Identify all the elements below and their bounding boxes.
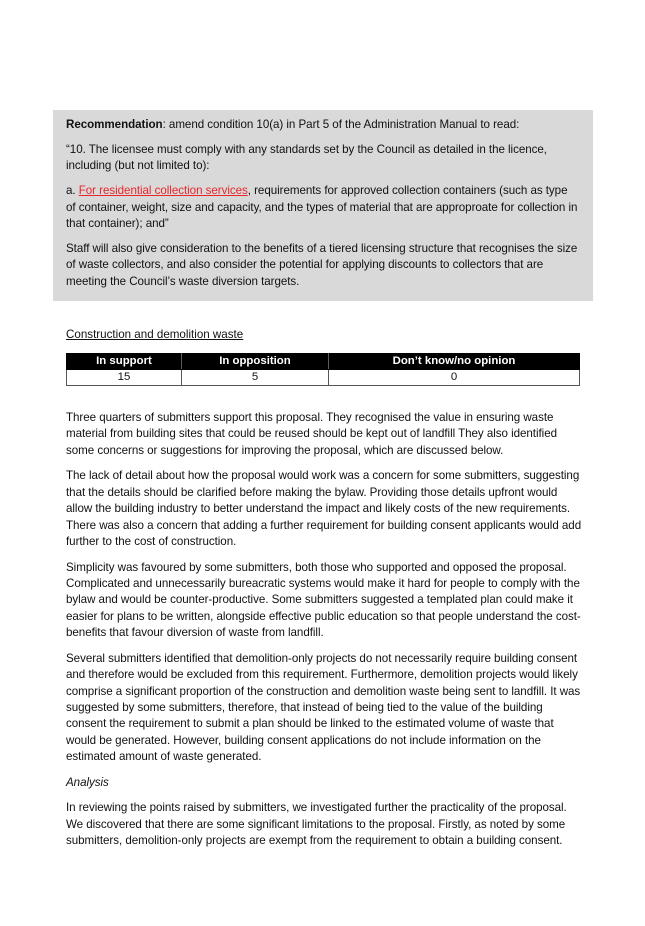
residential-collection-services-link[interactable]: For residential collection services	[78, 184, 248, 198]
analysis-heading: Analysis	[66, 775, 109, 789]
analysis-paragraph: In reviewing the points raised by submitters, we investigated further the practicality of the proposal. We discovered that there are some significant limitations to the proposal. Firstly, as noted by some submitters, demolition-only projects are exempt from the requirement to obtain a building consent.	[66, 801, 567, 848]
body-paragraph: The lack of detail about how the proposal would work was a concern for some submitters, suggesting that the details should be clarified before making the bylaw. Providing those details upfront would allow the building industry to better understand the impact and likely costs of the new requirements. There was also a concern that adding a further requirement for building consent applicants would add further to the cost of construction.	[66, 469, 582, 549]
body-paragraph: Simplicity was favoured by some submitters, both those who supported and opposed the proposal. Complicated and unnecessarily bureacratic systems would make it hard for people to comply with the bylaw and would be counter-productive. Some submitters suggested a templated plan could make it easier for plans to be written, alongside effective public education so that people understand the cost-benefits that favour diversion of waste from landfill.	[66, 560, 581, 640]
recommendation-box	[53, 110, 593, 301]
header-in-support: In support	[67, 354, 182, 370]
recommendation-intro	[66, 117, 580, 133]
header-in-opposition: In opposition	[181, 354, 328, 370]
staff-note: Staff will also give consideration to the benefits of a tiered licensing structure that recognises the size of waste collectors, and also consider the potential for applying discounts to collectors that are meeting the Council’s waste diversion targets.	[66, 241, 578, 288]
table-header-row	[67, 354, 580, 370]
header-dont-know: Don’t know/no opinion	[329, 354, 580, 370]
submission-stats-table	[66, 353, 580, 386]
cell-in-support: 15	[67, 370, 182, 386]
body-text	[66, 410, 586, 859]
clause-a-rest: , requirements for approved collection containers (such as type of container, weight, size and capacity, and the types of material that are approproate for collection in that container); and”	[66, 184, 578, 231]
body-paragraph: Three quarters of submitters support this proposal. They recognised the value in ensuring waste material from building sites that could be reused should be kept out of landfill They also identified some concerns or suggestions for improving the proposal, which are discussed below.	[66, 411, 557, 457]
clause-10-text: “10. The licensee must comply with any standards set by the Council as detailed in the licence, including (but not limited to):	[66, 142, 547, 173]
recommendation-label: Recommendation	[66, 118, 163, 131]
section-heading: Construction and demolition waste	[66, 328, 244, 341]
body-paragraph: Several submitters identified that demolition-only projects do not necessarily require building consent and therefore would be excluded from this requirement. Furthermore, demolition projects would likely comprise a significant proportion of the construction and demolition waste being sent to landfill. It was suggested by some submitters, therefore, that instead of being tied to the value of the building consent the requirement to submit a plan should be linked to the estimated volume of waste that would be generated. However, building consent applications do not include information on the estimated amount of waste generated.	[66, 651, 581, 764]
cell-in-opposition: 5	[181, 370, 328, 386]
clause-a	[66, 183, 580, 232]
cell-dont-know: 0	[329, 370, 580, 386]
clause-a-prefix: a.	[66, 184, 79, 198]
table-row	[67, 370, 580, 386]
recommendation-intro-text: : amend condition 10(a) in Part 5 of the Administration Manual to read:	[162, 118, 520, 131]
